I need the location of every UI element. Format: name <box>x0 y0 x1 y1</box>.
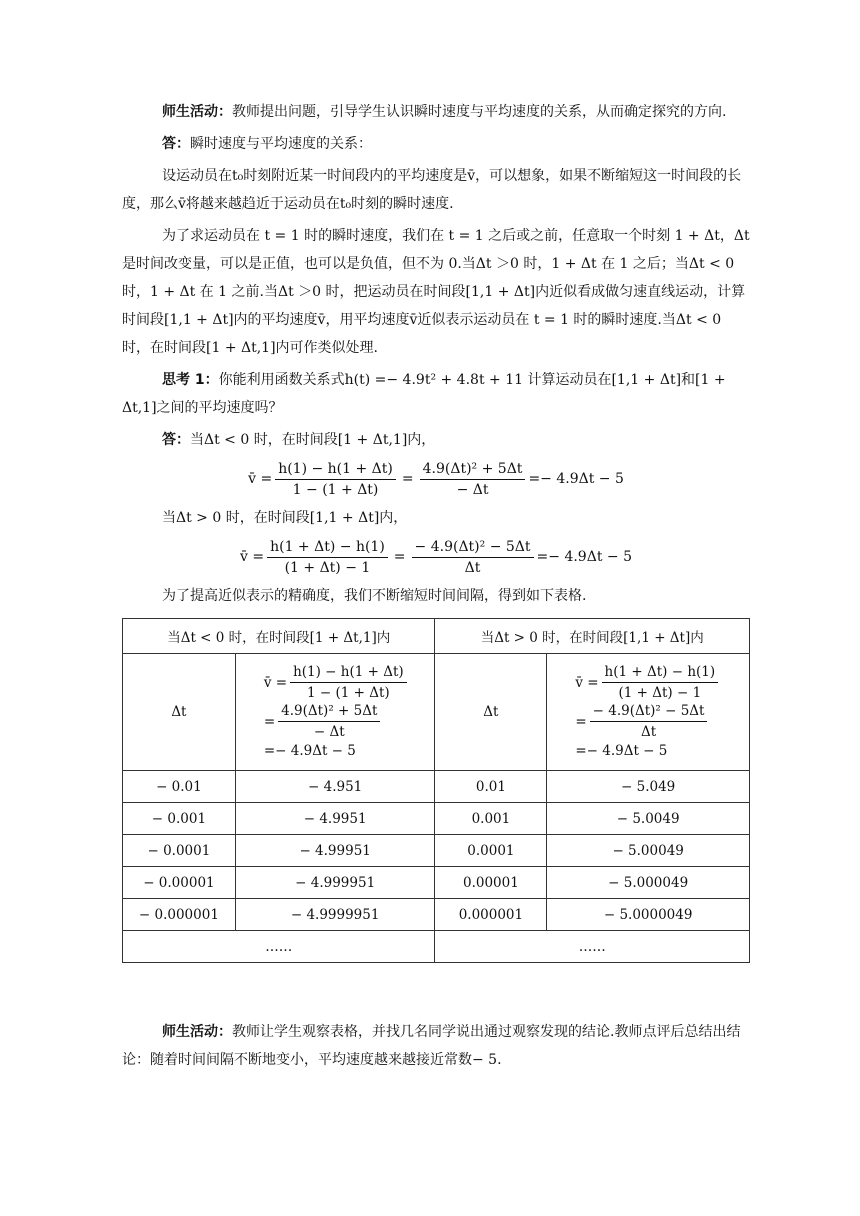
paragraph-think-1: 思考 1：你能利用函数关系式h(t) =− 4.9t² + 4.8t + 11 计算运动员在[1,1 + Δt]和[1 + Δt,1]之间的平均速度吗？ <box>122 372 726 416</box>
equation-positive: v̄ = $\frac{h(1 + \Delta t) - h(1)}{(1 + \Delta t) - 1}$ = $\frac{\text{− 4.9(Δt)² − 5Δt}}{\Delta t}$ =− 4.9Δt − 5 <box>240 538 632 576</box>
paragraph-definition: 设运动员在t₀时刻附近某一时间段内的平均速度是v̄，可以想象，如果不断缩短这一时间段的长度，那么v̄将越来越趋近于运动员在t₀时刻的瞬时速度. <box>122 168 742 212</box>
paragraph-teacher-activity-1: 师生活动：教师提出问题，引导学生认识瞬时速度与平均速度的关系，从而确定探究的方向. <box>162 104 727 120</box>
table-row: − 0.000001 − 4.9999951 0.000001 − 5.0000049 <box>123 899 750 931</box>
paragraph-answer-2: 答：当Δt < 0 时，在时间段[1 + Δt,1]内， <box>162 432 436 448</box>
table-header-positive: 当Δt > 0 时，在时间段[1,1 + Δt]内 <box>435 619 750 654</box>
table-row: − 0.0001 − 4.99951 0.0001 − 5.00049 <box>123 835 750 867</box>
paragraph-table-intro: 为了提高近似表示的精确度，我们不断缩短时间间隔，得到如下表格. <box>162 588 587 604</box>
table-header-negative: 当Δt < 0 时，在时间段[1 + Δt,1]内 <box>123 619 435 654</box>
formula-negative: v̄ = $\frac{h(1) - h(1 + \Delta t)}{1 - (1 + \Delta t)}$ = $\frac{\text{4.9(Δt)² + 5Δt}}{- \Delta t}$ =− 4.9Δt − 5 <box>235 654 435 771</box>
paragraph-answer-1: 答：瞬时速度与平均速度的关系： <box>162 136 372 152</box>
document-body <box>122 98 750 963</box>
paragraph-positive-case: 当Δt > 0 时，在时间段[1,1 + Δt]内， <box>162 510 408 526</box>
table-row: − 0.00001 − 4.999951 0.00001 − 5.000049 <box>123 867 750 899</box>
label: 师生活动： <box>162 104 232 120</box>
equation-negative: v̄ = $\frac{h(1) - h(1 + \Delta t)}{1 - (1 + \Delta t)}$ = $\frac{\text{4.9(Δt)² + 5Δt}}{- \Delta t}$ =− 4.9Δt − 5 <box>248 460 624 498</box>
paragraph-teacher-activity-2: 师生活动：教师让学生观察表格，并找几名同学说出通过观察发现的结论.教师点评后总结出结论：随着时间间隔不断地变小，平均速度越来越接近常数− 5. <box>122 1024 741 1068</box>
dt-label: Δt <box>435 654 547 771</box>
table-row: − 0.001 − 4.9951 0.001 − 5.0049 <box>123 803 750 835</box>
table-row-ellipsis: …… …… <box>123 931 750 963</box>
paragraph-method: 为了求运动员在 t = 1 时的瞬时速度，我们在 t = 1 之后或之前，任意取一个时刻 1 + Δt，Δt 是时间改变量，可以是正值，也可以是负值，但不为 0.当Δt ＞0 时，1 + Δt 在 1 之后；当Δt < 0 时，1 + Δt 在 1 之前.当Δt ＞0 时，把运动员在时间段[1,1 + Δt]内近似看成做匀速直线运动，计算时间段[1,1 + Δt]内的平均速度v̄，用平均速度v̄近似表示运动员在 t = 1 时的瞬时速度.当Δt < 0 时，在时间段[1 + Δt,1]内可作类似处理. <box>122 228 750 356</box>
formula-positive: v̄ = $\frac{h(1 + \Delta t) - h(1)}{(1 + \Delta t) - 1}$ = $\frac{\text{− 4.9(Δt)² − 5Δt}}{\Delta t}$ =− 4.9Δt − 5 <box>547 654 750 771</box>
table-row: − 0.01 − 4.951 0.01 − 5.049 <box>123 771 750 803</box>
velocity-table <box>122 618 750 963</box>
document-conclusion <box>122 1018 750 1074</box>
dt-label: Δt <box>123 654 236 771</box>
